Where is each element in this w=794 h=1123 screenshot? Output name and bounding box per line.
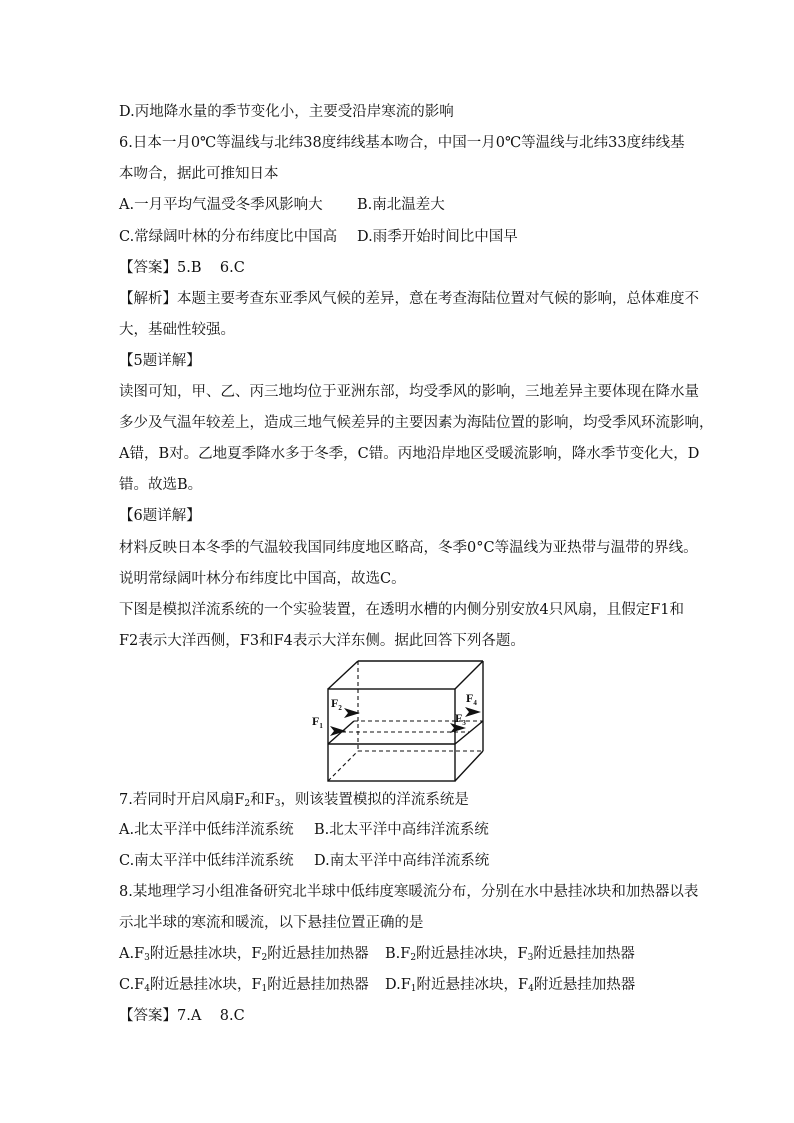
- label-f1: $F_1$: [312, 714, 323, 730]
- q8-option-b: $B.F_2$附近悬挂冰块，$F_3$附近悬挂加热器: [385, 946, 635, 963]
- fan-f4: [465, 707, 481, 717]
- answer-7-8: 【答案】7.A 8.C: [119, 1008, 245, 1024]
- q6-option-b: B.南北温差大: [357, 197, 445, 213]
- analysis-line1: 【解析】本题主要考查东亚季风气候的差异，意在考查海陆位置对气候的影响，总体难度不: [119, 291, 699, 307]
- tank-front-face: [328, 689, 455, 781]
- q8-stem-line2: 示北半球的寒流和暖流，以下悬挂位置正确的是: [119, 915, 424, 931]
- q8-stem-line1: 8.某地理学习小组准备研究北半球中低纬度寒暖流分布，分别在水中悬挂冰块和加热器以表: [119, 884, 699, 900]
- detail5-line1: 读图可知，甲、乙、丙三地均位于亚洲东部，均受季风的影响，三地差异主要体现在降水量: [119, 384, 699, 400]
- intro-line1: 下图是模拟洋流系统的一个实验装置，在透明水槽的内侧分别安放4只风扇，且假定F1和: [119, 602, 685, 618]
- q6-stem-line2: 本吻合，据此可推知日本: [119, 166, 279, 182]
- q8-option-d: $D.F_1$附近悬挂冰块，$F_4$附近悬挂加热器: [385, 977, 636, 994]
- detail5-line2: 多少及气温年较差上，造成三地气候差异的主要因素为海陆位置的影响，均受季风环流影响，: [119, 415, 714, 431]
- detail5-line3: A错，B对。乙地夏季降水多于冬季，C错。丙地沿岸地区受暖流影响，降水季节变化大，D: [119, 446, 700, 462]
- analysis-line2: 大，基础性较强。: [119, 322, 235, 338]
- q7-option-c: C.南太平洋中低纬洋流系统: [119, 853, 294, 869]
- detail6-line1: 材料反映日本冬季的气温较我国同纬度地区略高，冬季0°C等温线为亚热带与温带的界线。: [119, 540, 698, 556]
- fan-f2: [344, 708, 360, 718]
- answer-5-6: 【答案】5.B 6.C: [119, 260, 245, 276]
- q6-stem-line1: 6.日本一月0℃等温线与北纬38度纬线基本吻合，中国一月0℃等温线与北纬33度纬线基: [119, 135, 685, 151]
- tank-edge-bottom-left-hidden: [328, 751, 358, 781]
- q7-stem: 7.若同时开启风扇$F_2$和$F_3$，则该装置模拟的洋流系统是: [119, 792, 469, 809]
- q7-option-b: B.北太平洋中高纬洋流系统: [314, 822, 489, 838]
- detail5-line4: 错。故选B。: [119, 477, 203, 493]
- tank-edge-top-left: [328, 661, 358, 689]
- tank-edge-bottom-right: [455, 751, 483, 781]
- q6-option-d: D.雨季开始时间比中国早: [357, 229, 518, 245]
- detail6-heading: 【6题详解】: [119, 508, 201, 524]
- q7-option-a: A.北太平洋中低纬洋流系统: [119, 822, 294, 838]
- q8-option-c: $C.F_4$附近悬挂冰块，$F_1$附近悬挂加热器: [119, 977, 369, 994]
- label-f4: $F_4$: [466, 691, 477, 707]
- q5-option-d: D.丙地降水量的季节变化小，主要受沿岸寒流的影响: [119, 104, 454, 120]
- intro-line2: F2表示大洋西侧，F3和F4表示大洋东侧。据此回答下列各题。: [119, 633, 525, 649]
- tank-diagram: [300, 656, 490, 786]
- q8-option-a: $A.F_3$附近悬挂冰块，$F_2$附近悬挂加热器: [119, 946, 369, 963]
- label-f2: $F_2$: [331, 696, 342, 712]
- q6-option-c: C.常绿阔叶林的分布纬度比中国高: [119, 229, 338, 245]
- detail6-line2: 说明常绿阔叶林分布纬度比中国高，故选C。: [119, 571, 406, 587]
- q6-option-a: A.一月平均气温受冬季风影响大: [119, 197, 323, 213]
- detail5-heading: 【5题详解】: [119, 353, 201, 369]
- label-f3: $F_3$: [455, 711, 466, 727]
- q7-option-d: D.南太平洋中高纬洋流系统: [314, 853, 490, 869]
- tank-edge-top-right: [455, 661, 483, 689]
